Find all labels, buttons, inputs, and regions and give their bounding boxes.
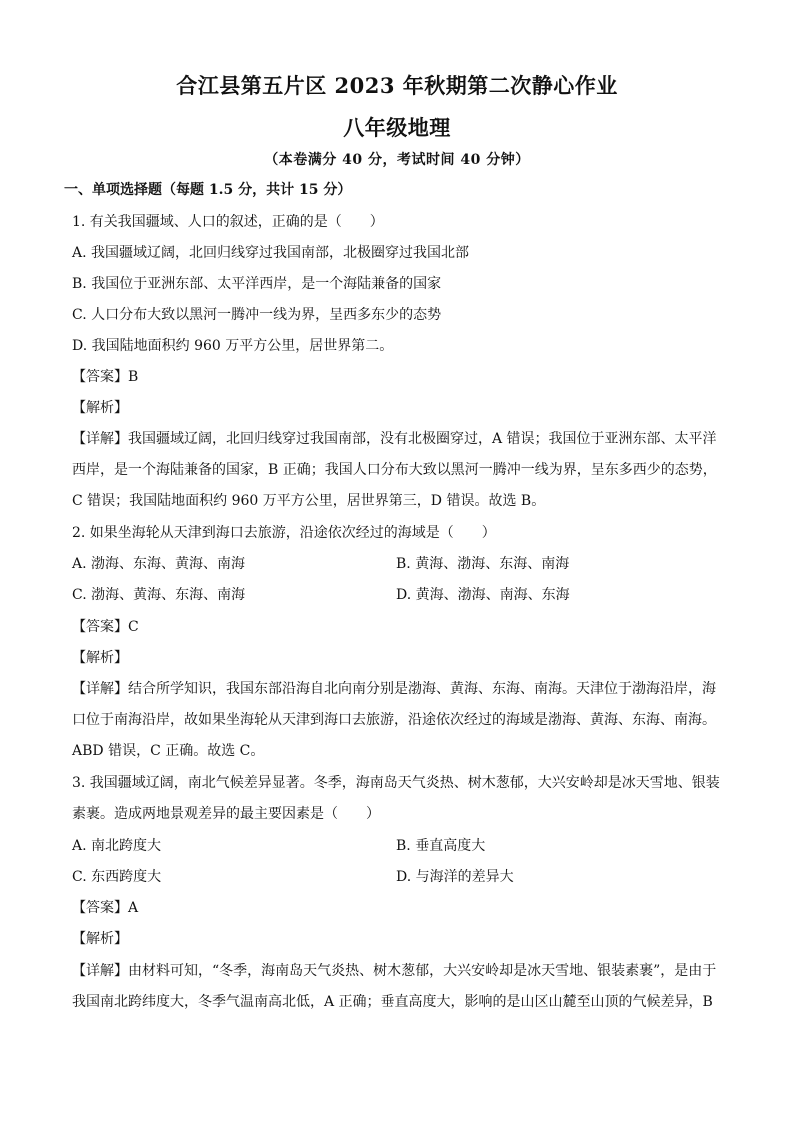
question-2-option-d: D. 黄海、渤海、南海、东海 (396, 587, 570, 603)
question-3-option-d: D. 与海洋的差异大 (396, 869, 514, 885)
question-3-stem-line-2: 素裹。造成两地景观差异的最主要因素是（ ） (72, 806, 380, 822)
question-2-option-a: A. 渤海、东海、黄海、南海 (72, 556, 246, 572)
question-3-analysis-label: 【解析】 (72, 931, 128, 947)
question-2-option-c: C. 渤海、黄海、东海、南海 (72, 587, 246, 603)
question-1-detail-line-2: 西岸，是一个海陆兼备的国家，B 正确；我国人口分布大致以黑河一腾冲一线为界，呈东多西少的态势， (72, 462, 717, 478)
question-3-option-a: A. 南北跨度大 (72, 838, 162, 854)
question-1-option-d: D. 我国陆地面积约 960 万平方公里，居世界第二。 (72, 338, 394, 354)
question-1-option-a: A. 我国疆域辽阔，北回归线穿过我国南部，北极圈穿过我国北部 (72, 245, 470, 261)
page-title: 合江县第五片区 2023 年秋期第二次静心作业 (176, 73, 618, 98)
question-2-detail-line-1: 【详解】结合所学知识，我国东部沿海自北向南分别是渤海、黄海、东海、南海。天津位于渤海沿岸，海 (72, 681, 716, 697)
question-3-option-c: C. 东西跨度大 (72, 869, 162, 885)
exam-note: （本卷满分 40 分，考试时间 40 分钟） (264, 152, 530, 168)
question-2-answer: 【答案】C (72, 619, 139, 635)
question-3-detail-line-1: 【详解】由材料可知，“冬季，海南岛天气炎热、树木葱郁，大兴安岭却是冰天雪地、银装素裹”，是由于 (72, 963, 717, 979)
question-1-option-b: B. 我国位于亚洲东部、太平洋西岸，是一个海陆兼备的国家 (72, 276, 442, 292)
question-1-detail-line-1: 【详解】我国疆域辽阔，北回归线穿过我国南部，没有北极圈穿过，A 错误；我国位于亚洲东部、太平洋 (72, 431, 717, 447)
question-3-answer: 【答案】A (72, 900, 139, 916)
question-2-analysis-label: 【解析】 (72, 650, 128, 666)
question-1-option-c: C. 人口分布大致以黑河一腾冲一线为界，呈西多东少的态势 (72, 307, 442, 323)
question-1-answer: 【答案】B (72, 369, 139, 385)
question-3-option-b: B. 垂直高度大 (396, 838, 486, 854)
question-1-detail-line-3: C 错误；我国陆地面积约 960 万平方公里，居世界第三，D 错误。故选 B。 (72, 493, 546, 509)
question-3-stem-line-1: 3. 我国疆域辽阔，南北气候差异显著。冬季，海南岛天气炎热、树木葱郁，大兴安岭却是冰天雪地、银装 (72, 775, 720, 791)
question-1-stem: 1. 有关我国疆域、人口的叙述，正确的是（ ） (72, 214, 384, 230)
question-1-analysis-label: 【解析】 (72, 400, 128, 416)
question-3-detail-line-2: 我国南北跨纬度大，冬季气温南高北低，A 正确；垂直高度大，影响的是山区山麓至山顶的气候差异，B (72, 994, 713, 1010)
question-2-detail-line-2: 口位于南海沿岸，故如果坐海轮从天津到海口去旅游，沿途依次经过的海域是渤海、黄海、东海、南海。 (72, 712, 716, 728)
section-heading: 一、单项选择题（每题 1.5 分，共计 15 分） (64, 182, 352, 198)
page-subtitle: 八年级地理 (343, 115, 451, 140)
question-2-option-b: B. 黄海、渤海、东海、南海 (396, 556, 570, 572)
question-2-stem: 2. 如果坐海轮从天津到海口去旅游，沿途依次经过的海域是（ ） (72, 525, 496, 541)
question-2-detail-line-3: ABD 错误，C 正确。故选 C。 (72, 743, 265, 759)
